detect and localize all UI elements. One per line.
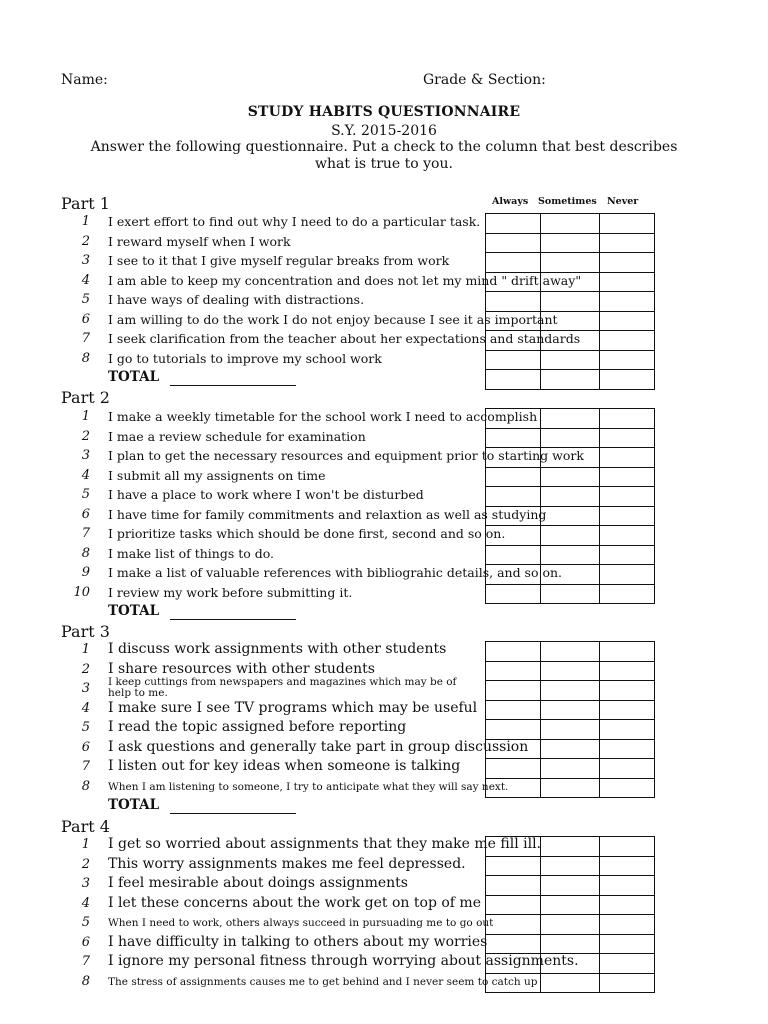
always-checkbox-cell[interactable]	[486, 642, 541, 662]
sometimes-checkbox-cell[interactable]	[541, 292, 600, 312]
never-checkbox-cell[interactable]	[600, 448, 655, 468]
item-number: 3	[81, 681, 90, 696]
answer-row	[486, 428, 655, 448]
item-number: 7	[81, 954, 90, 969]
item-number: 5	[81, 915, 90, 930]
sometimes-checkbox-cell[interactable]	[541, 350, 600, 370]
item-number: 5	[81, 720, 90, 735]
part-1-total-blank[interactable]	[170, 385, 296, 386]
item-text: I review my work before submitting it.	[108, 584, 353, 600]
item-text: I feel mesirable about doings assignments	[108, 875, 408, 891]
sometimes-checkbox-cell[interactable]	[541, 720, 600, 740]
always-checkbox-cell[interactable]	[486, 545, 541, 565]
instructions-line-2: what is true to you.	[315, 156, 453, 172]
sometimes-checkbox-cell[interactable]	[541, 915, 600, 935]
part-2-total-label: TOTAL	[108, 603, 160, 619]
item-number: 4	[81, 272, 90, 288]
item-text: I submit all my assignents on time	[108, 467, 326, 483]
always-checkbox-cell[interactable]	[486, 720, 541, 740]
sometimes-checkbox-cell[interactable]	[541, 253, 600, 273]
item-text: This worry assignments makes me feel depressed.	[108, 855, 466, 872]
never-checkbox-cell[interactable]	[600, 661, 655, 681]
part-1-total-label: TOTAL	[108, 369, 160, 385]
always-checkbox-cell[interactable]	[486, 700, 541, 720]
sometimes-checkbox-cell[interactable]	[541, 642, 600, 662]
item-number: 4	[81, 700, 90, 716]
item-text: I ask questions and generally take part in group discussion	[108, 738, 529, 755]
part-1-answer-grid	[485, 213, 655, 390]
item-text: I make a weekly timetable for the school work I need to accomplish	[108, 409, 538, 424]
sometimes-checkbox-cell[interactable]	[541, 973, 600, 993]
answer-row	[486, 856, 655, 876]
item-text: The stress of assignments causes me to get behind and I never seem to catch up	[108, 975, 538, 988]
always-checkbox-cell[interactable]	[486, 681, 541, 701]
part-1-heading: Part 1	[61, 194, 110, 213]
always-checkbox-cell[interactable]	[486, 661, 541, 681]
answer-row	[486, 526, 655, 546]
item-text: I make sure I see TV programs which may be useful	[108, 699, 478, 716]
instructions-line-1: Answer the following questionnaire. Put a check to the column that best describes	[90, 139, 678, 155]
item-text: I exert effort to find out why I need to do a particular task.	[108, 214, 481, 229]
always-checkbox-cell[interactable]	[486, 876, 541, 896]
item-number: 1	[81, 409, 90, 424]
item-text: I reward myself when I work	[108, 233, 291, 249]
answer-row	[486, 233, 655, 253]
item-number: 3	[81, 253, 90, 268]
answer-row	[486, 661, 655, 681]
item-text: I have a place to work where I won't be disturbed	[108, 487, 424, 502]
sometimes-checkbox-cell[interactable]	[541, 681, 600, 701]
always-checkbox-cell[interactable]	[486, 895, 541, 915]
sometimes-checkbox-cell[interactable]	[541, 370, 600, 390]
never-checkbox-cell[interactable]	[600, 233, 655, 253]
item-text: I let these concerns about the work get on top of me	[108, 894, 481, 911]
never-checkbox-cell[interactable]	[600, 584, 655, 604]
item-number: 1	[81, 837, 90, 852]
answer-row	[486, 584, 655, 604]
column-header-sometimes: Sometimes	[538, 196, 597, 207]
item-text: I have difficulty in talking to others about my worries	[108, 933, 488, 950]
part-3-answer-grid	[485, 641, 655, 798]
item-text: I am able to keep my concentration and does not let my mind " drift away"	[108, 272, 582, 288]
never-checkbox-cell[interactable]	[600, 526, 655, 546]
item-number: 6	[81, 739, 90, 755]
item-text: I am willing to do the work I do not enjoy because I see it as important	[108, 311, 558, 327]
item-number: 9	[81, 565, 90, 580]
never-checkbox-cell[interactable]	[600, 681, 655, 701]
item-number: 2	[81, 856, 90, 872]
item-number: 7	[81, 759, 90, 774]
item-number: 2	[81, 661, 90, 677]
always-checkbox-cell[interactable]	[486, 487, 541, 507]
never-checkbox-cell[interactable]	[600, 272, 655, 292]
item-number: 3	[81, 448, 90, 463]
item-text: I read the topic assigned before reporting	[108, 719, 407, 735]
item-number: 1	[81, 642, 90, 657]
answer-row	[486, 759, 655, 779]
never-checkbox-cell[interactable]	[600, 467, 655, 487]
answer-row	[486, 370, 655, 390]
sometimes-checkbox-cell[interactable]	[541, 759, 600, 779]
never-checkbox-cell[interactable]	[600, 253, 655, 273]
item-text: I share resources with other students	[108, 660, 375, 677]
item-text: I have time for family commitments and relaxtion as well as studying	[108, 506, 547, 522]
item-text: I see to it that I give myself regular breaks from work	[108, 253, 450, 268]
item-text: I prioritize tasks which should be done first, second and so on.	[108, 526, 506, 541]
item-number: 8	[81, 545, 90, 561]
item-text: I ignore my personal fitness through worrying about assignments.	[108, 953, 579, 969]
never-checkbox-cell[interactable]	[600, 856, 655, 876]
item-text: I have ways of dealing with distractions.	[108, 292, 365, 307]
answer-row	[486, 214, 655, 234]
always-checkbox-cell[interactable]	[486, 428, 541, 448]
column-header-always: Always	[492, 196, 529, 207]
always-checkbox-cell[interactable]	[486, 370, 541, 390]
grade-section-label: Grade & Section:	[423, 72, 546, 88]
never-checkbox-cell[interactable]	[600, 642, 655, 662]
never-checkbox-cell[interactable]	[600, 700, 655, 720]
answer-row	[486, 778, 655, 798]
always-checkbox-cell[interactable]	[486, 214, 541, 234]
item-text: I plan to get the necessary resources and equipment prior to starting work	[108, 448, 584, 463]
item-number: 6	[81, 934, 90, 950]
item-number: 4	[81, 895, 90, 911]
always-checkbox-cell[interactable]	[486, 759, 541, 779]
sometimes-checkbox-cell[interactable]	[541, 409, 600, 429]
answer-row	[486, 915, 655, 935]
always-checkbox-cell[interactable]	[486, 934, 541, 954]
part-3-total-label: TOTAL	[108, 797, 160, 813]
never-checkbox-cell[interactable]	[600, 565, 655, 585]
never-checkbox-cell[interactable]	[600, 837, 655, 857]
never-checkbox-cell[interactable]	[600, 331, 655, 351]
part-2-heading: Part 2	[61, 388, 110, 407]
item-text: I seek clarification from the teacher about her expectations and standards	[108, 331, 581, 346]
item-text: I discuss work assignments with other students	[108, 641, 447, 657]
sometimes-checkbox-cell[interactable]	[541, 428, 600, 448]
always-checkbox-cell[interactable]	[486, 253, 541, 273]
never-checkbox-cell[interactable]	[600, 487, 655, 507]
item-number: 3	[81, 876, 90, 891]
sometimes-checkbox-cell[interactable]	[541, 778, 600, 798]
item-number: 7	[81, 331, 90, 346]
item-number: 4	[81, 467, 90, 483]
part-3-total-blank[interactable]	[170, 813, 296, 814]
item-text: I keep cuttings from newspapers and magazines which may be of	[108, 676, 457, 688]
never-checkbox-cell[interactable]	[600, 292, 655, 312]
answer-row	[486, 350, 655, 370]
item-text: I go to tutorials to improve my school work	[108, 350, 382, 366]
answer-row	[486, 681, 655, 701]
item-text: I listen out for key ideas when someone is talking	[108, 758, 461, 774]
sometimes-checkbox-cell[interactable]	[541, 526, 600, 546]
item-number: 8	[81, 973, 90, 989]
always-checkbox-cell[interactable]	[486, 467, 541, 487]
item-text: I make list of things to do.	[108, 545, 275, 561]
answer-row	[486, 934, 655, 954]
item-number: 6	[81, 311, 90, 327]
sometimes-checkbox-cell[interactable]	[541, 856, 600, 876]
sometimes-checkbox-cell[interactable]	[541, 934, 600, 954]
answer-row	[486, 253, 655, 273]
always-checkbox-cell[interactable]	[486, 856, 541, 876]
never-checkbox-cell[interactable]	[600, 311, 655, 331]
item-number: 5	[81, 487, 90, 502]
never-checkbox-cell[interactable]	[600, 720, 655, 740]
item-number: 8	[81, 778, 90, 794]
always-checkbox-cell[interactable]	[486, 292, 541, 312]
never-checkbox-cell[interactable]	[600, 934, 655, 954]
always-checkbox-cell[interactable]	[486, 584, 541, 604]
sometimes-checkbox-cell[interactable]	[541, 876, 600, 896]
never-checkbox-cell[interactable]	[600, 778, 655, 798]
answer-row	[486, 720, 655, 740]
sometimes-checkbox-cell[interactable]	[541, 700, 600, 720]
never-checkbox-cell[interactable]	[600, 759, 655, 779]
part-4-answer-grid	[485, 836, 655, 993]
page-title: STUDY HABITS QUESTIONNAIRE	[247, 104, 521, 120]
part-3-heading: Part 3	[61, 622, 110, 641]
item-number: 2	[81, 233, 90, 249]
never-checkbox-cell[interactable]	[600, 506, 655, 526]
item-number: 5	[81, 292, 90, 307]
sometimes-checkbox-cell[interactable]	[541, 584, 600, 604]
item-number: 7	[81, 526, 90, 541]
name-label: Name:	[61, 72, 108, 88]
never-checkbox-cell[interactable]	[600, 428, 655, 448]
item-number: 10	[73, 584, 90, 600]
answer-row	[486, 467, 655, 487]
sometimes-checkbox-cell[interactable]	[541, 467, 600, 487]
sometimes-checkbox-cell[interactable]	[541, 487, 600, 507]
sometimes-checkbox-cell[interactable]	[541, 233, 600, 253]
item-number: 6	[81, 506, 90, 522]
never-checkbox-cell[interactable]	[600, 915, 655, 935]
part-4-heading: Part 4	[61, 817, 110, 836]
answer-row	[486, 700, 655, 720]
never-checkbox-cell[interactable]	[600, 214, 655, 234]
sometimes-checkbox-cell[interactable]	[541, 837, 600, 857]
item-number: 2	[81, 428, 90, 444]
never-checkbox-cell[interactable]	[600, 409, 655, 429]
never-checkbox-cell[interactable]	[600, 954, 655, 974]
always-checkbox-cell[interactable]	[486, 350, 541, 370]
sometimes-checkbox-cell[interactable]	[541, 739, 600, 759]
never-checkbox-cell[interactable]	[600, 739, 655, 759]
item-text-continued: help to me.	[108, 687, 168, 699]
item-text: I make a list of valuable references with bibliograhic details, and so on.	[108, 565, 563, 580]
school-year: S.Y. 2015-2016	[331, 123, 437, 139]
always-checkbox-cell[interactable]	[486, 915, 541, 935]
never-checkbox-cell[interactable]	[600, 545, 655, 565]
item-text: When I am listening to someone, I try to anticipate what they will say next.	[108, 780, 509, 793]
item-number: 1	[81, 214, 90, 229]
sometimes-checkbox-cell[interactable]	[541, 895, 600, 915]
never-checkbox-cell[interactable]	[600, 895, 655, 915]
item-text: When I need to work, others always succeed in pursuading me to go out	[108, 917, 494, 929]
item-text: I get so worried about assignments that they make me fill ill.	[108, 836, 542, 852]
sometimes-checkbox-cell[interactable]	[541, 506, 600, 526]
answer-row	[486, 876, 655, 896]
column-header-never: Never	[607, 196, 639, 207]
never-checkbox-cell[interactable]	[600, 973, 655, 993]
sometimes-checkbox-cell[interactable]	[541, 545, 600, 565]
sometimes-checkbox-cell[interactable]	[541, 661, 600, 681]
never-checkbox-cell[interactable]	[600, 370, 655, 390]
answer-row	[486, 292, 655, 312]
part-2-total-blank[interactable]	[170, 619, 296, 620]
answer-row	[486, 487, 655, 507]
answer-row	[486, 545, 655, 565]
answer-row	[486, 642, 655, 662]
answer-row	[486, 895, 655, 915]
always-checkbox-cell[interactable]	[486, 233, 541, 253]
item-number: 8	[81, 350, 90, 366]
item-text: I mae a review schedule for examination	[108, 428, 366, 444]
never-checkbox-cell[interactable]	[600, 876, 655, 896]
never-checkbox-cell[interactable]	[600, 350, 655, 370]
sometimes-checkbox-cell[interactable]	[541, 214, 600, 234]
